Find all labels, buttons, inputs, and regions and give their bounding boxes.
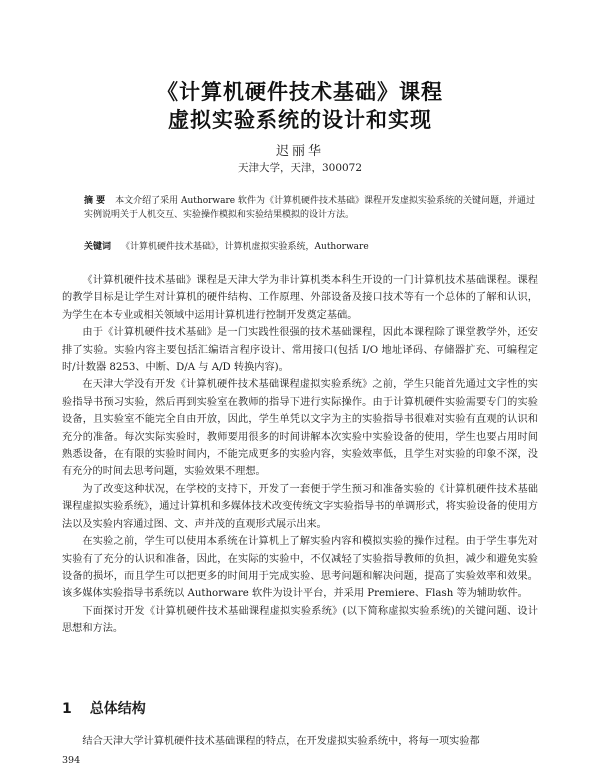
author-name: 迟丽华	[275, 144, 324, 159]
body-paragraph: 由于《计算机硬件技术基础》是一门实践性很强的技术基础课程，因此本课程除了课堂教学外，还安排了实验。实验内容主要包括汇编语言程序设计、常用接口(包括 I/O 地址译码、存储器扩充、可编程定时/计数器 8253、中断、D/A 与 A/D 转换内容)。	[62, 327, 538, 374]
section-title: 总体结构	[89, 701, 146, 717]
section-number: 1	[62, 701, 72, 717]
body-paragraph-continued: 结合天津大学计算机硬件技术基础课程的特点，在开发虚拟实验系统中，将每一项实验都	[82, 736, 480, 747]
body-paragraph: 《计算机硬件技术基础》课程是天津大学为非计算机类本科生开设的一门计算机技术基础课程。课程的教学目标是让学生对计算机的硬件结构、工作原理、外部设备及接口技术等有一个总体的了解和认识，为学生在本专业或相关领域中运用计算机进行控制开发奠定基础。	[62, 275, 538, 321]
body-paragraph: 下面探讨开发《计算机硬件技术基础课程虚拟实验系统》(以下简称虚拟实验系统)的关键问题、设计思想和方法。	[62, 605, 538, 635]
body-paragraph: 在实验之前，学生可以使用本系统在计算机上了解实验内容和模拟实验的操作过程。由于学生事先对实验有了充分的认识和准备，因此，在实际的实验中，不仅减轻了实验指导教师的负担，减少和避免实验设备的损坏，而且学生可以把更多的时间用于完成实验、思考问题和解决问题，提高了实验效率和效果。该多媒体实验指导书系统以 Authorware 软件为设计平台，并采用 Premiere、Flash 等为辅助软件。	[62, 536, 538, 600]
paper-title-line-2: 虚拟实验系统的设计和实现	[168, 108, 432, 132]
keywords-text: 《计算机硬件技术基础》，计算机虚拟实验系统，Authorware	[121, 242, 369, 252]
abstract	[84, 194, 536, 222]
body-paragraph: 为了改变这种状况，在学校的支持下，开发了一套便于学生预习和准备实验的《计算机硬件技术基础课程虚拟实验系统》，通过计算机和多媒体技术改变传统文字实验指导书的单调形式，将实验设备的使用方法以及实验内容通过图、文、声并茂的直观形式展示出来。	[62, 483, 538, 530]
body-text	[62, 272, 538, 638]
abstract-text: 本文介绍了采用 Authorware 软件为《计算机硬件技术基础》课程开发虚拟实验系统的关键问题，并通过实例说明关于人机交互、实验操作模拟和实验结果模拟的设计方法。	[84, 196, 535, 220]
keywords	[84, 240, 536, 254]
section-heading	[62, 698, 146, 718]
abstract-label: 摘 要	[84, 196, 106, 206]
body-paragraph: 在天津大学没有开发《计算机硬件技术基础课程虚拟实验系统》之前，学生只能首先通过文字性的实验指导书预习实验，然后再到实验室在教师的指导下进行实际操作。由于计算机硬件实验需要专门的实验设备，且实验室不能完全自由开放，因此，学生单凭以文字为主的实验指导书很难对实验有直观的认识和充分的准备。每次实际实验时，教师要用很多的时间讲解本次实验中实验设备的使用，学生也要占用时间熟悉设备，在有限的实验时间内，不能完成更多的实验内容，实验效率低，且学生对实验的印象不深，没有充分的时间去思考问题，实验效果不理想。	[62, 379, 538, 478]
author-affiliation: 天津大学，天津，300072	[237, 162, 363, 174]
keywords-label: 关键词	[84, 242, 112, 252]
page-number: 394	[62, 755, 81, 766]
paper-title-line-1: 《计算机硬件技术基础》课程	[157, 80, 443, 104]
